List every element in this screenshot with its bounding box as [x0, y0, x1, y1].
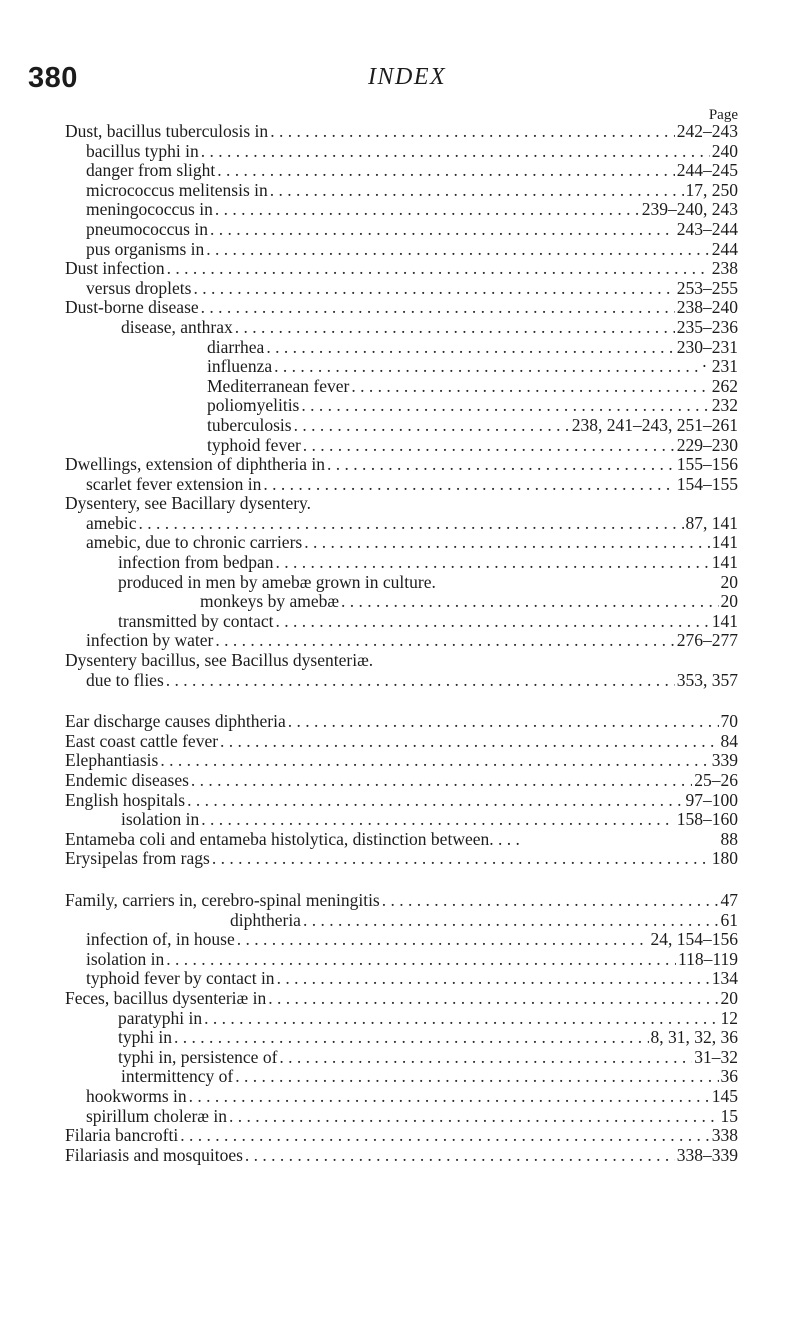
index-entry	[65, 553, 738, 573]
index-pages: 338–339	[676, 1145, 738, 1165]
index-term: Ear discharge causes diphtheria	[65, 712, 286, 732]
index-entry	[65, 181, 738, 201]
index-term: amebic	[86, 513, 137, 533]
index-term: Dysentery bacillus, see Bacillus dysenteriæ.	[65, 651, 374, 671]
index-term: due to flies	[86, 670, 164, 690]
leader-dots	[191, 771, 692, 791]
leader-dots	[193, 279, 674, 299]
index-entry	[65, 161, 738, 181]
index-pages: 338	[711, 1126, 738, 1146]
index-entry	[65, 911, 738, 931]
index-pages: 244	[711, 239, 738, 259]
index-entry	[65, 1107, 738, 1127]
index-term: influenza	[207, 357, 273, 377]
index-pages: 20	[720, 988, 738, 1008]
index-pages: 70	[720, 712, 738, 732]
index-entry	[65, 122, 738, 142]
index-term: tuberculosis	[207, 415, 292, 435]
index-entry	[65, 377, 738, 397]
leader-dots	[294, 416, 570, 436]
index-entry	[65, 396, 738, 416]
leader-dots	[245, 1146, 675, 1166]
index-term: versus droplets	[86, 278, 192, 298]
index-term: Erysipelas from rags	[65, 849, 210, 869]
page-header	[28, 62, 768, 102]
index-entry	[65, 732, 738, 752]
index-term: transmitted by contact	[118, 611, 274, 631]
index-entry	[65, 279, 738, 299]
index-term: pus organisms in	[86, 239, 205, 259]
leader-dots	[235, 318, 675, 338]
leader-dots	[303, 436, 675, 456]
index-term: Dust-borne disease	[65, 298, 199, 318]
index-term: isolation in	[86, 949, 165, 969]
index-pages: 141	[711, 553, 738, 573]
index-pages: 180	[711, 849, 738, 869]
leader-dots	[220, 732, 718, 752]
index-pages: 230–231	[676, 337, 738, 357]
index-entry	[65, 142, 738, 162]
index-entry	[65, 950, 738, 970]
index-term: Entameba coli and entameba histolytica, distinction between. . . .	[65, 829, 520, 849]
leader-dots	[201, 298, 675, 318]
index-term: danger from slight	[86, 161, 216, 181]
index-term: infection from bedpan	[118, 553, 274, 573]
index-pages: 253–255	[676, 278, 738, 298]
leader-dots	[268, 989, 718, 1009]
index-pages: 158–160	[676, 810, 738, 830]
index-pages: 262	[711, 376, 738, 396]
leader-dots	[167, 259, 710, 279]
index-entry	[65, 416, 738, 436]
leader-dots	[212, 849, 710, 869]
index-pages: 238–240	[676, 298, 738, 318]
index-term: diphtheria	[230, 910, 301, 930]
index-entry	[65, 1048, 738, 1068]
index-term: Dwellings, extension of diphtheria in	[65, 455, 326, 475]
leader-dots	[276, 553, 710, 573]
index-pages: 229–230	[676, 435, 738, 455]
index-pages: 88	[720, 829, 738, 849]
index-entry	[65, 494, 738, 514]
index-term: infection of, in house	[86, 930, 235, 950]
index-entry	[65, 338, 738, 358]
index-pages: 276–277	[676, 631, 738, 651]
index-pages: 134	[711, 969, 738, 989]
leader-dots	[279, 1048, 692, 1068]
leader-dots	[327, 455, 675, 475]
index-pages: 244–245	[676, 161, 738, 181]
index-term: Filaria bancrofti	[65, 1126, 179, 1146]
index-entry	[65, 1087, 738, 1107]
index-pages: 20	[720, 592, 738, 612]
leader-dots	[341, 592, 718, 612]
index-pages: 17, 250	[685, 180, 738, 200]
index-entry	[65, 1146, 738, 1166]
index-entry	[65, 240, 738, 260]
index-entry	[65, 671, 738, 691]
index-entry	[65, 830, 738, 850]
index-entry	[65, 514, 738, 534]
index-pages: 353, 357	[676, 670, 738, 690]
leader-dots	[277, 969, 710, 989]
index-pages: 47	[720, 890, 738, 910]
index-pages: 12	[720, 1008, 738, 1028]
leader-dots	[266, 338, 674, 358]
index-pages: 154–155	[676, 474, 738, 494]
index-entry	[65, 771, 738, 791]
index-term: infection by water	[86, 631, 214, 651]
index-term: intermittency of	[121, 1067, 234, 1087]
index-pages: 232	[711, 396, 738, 416]
index-entry	[65, 592, 738, 612]
leader-dots	[301, 396, 709, 416]
leader-dots	[237, 930, 649, 950]
index-term: Dust, bacillus tuberculosis in	[65, 122, 269, 141]
leader-dots	[189, 1087, 710, 1107]
index-entry	[65, 259, 738, 279]
index-pages: 61	[720, 910, 738, 930]
section-gap	[65, 869, 738, 891]
index-term: diarrhea	[207, 337, 265, 357]
index-entry	[65, 651, 738, 671]
index-pages: 339	[711, 751, 738, 771]
index-term: Feces, bacillus dysenteriæ in	[65, 988, 267, 1008]
leader-dots	[276, 612, 710, 632]
index-entry	[65, 989, 738, 1009]
index-term: poliomyelitis	[207, 396, 300, 416]
index-term: scarlet fever extension in	[86, 474, 262, 494]
index-pages: · 231	[701, 357, 738, 377]
index-term: meningococcus in	[86, 200, 213, 220]
leader-dots	[382, 891, 719, 911]
index-term: bacillus typhi in	[86, 141, 199, 161]
index-entry	[65, 318, 738, 338]
index-entry	[65, 849, 738, 869]
index-entry	[65, 712, 738, 732]
index-term: typhi in	[118, 1028, 172, 1048]
index-term: typhi in, persistence of	[118, 1047, 278, 1067]
index-term: spirillum choleræ in	[86, 1106, 227, 1126]
leader-dots	[160, 751, 709, 771]
index-pages: 8, 31, 32, 36	[650, 1028, 738, 1048]
index-entry	[65, 631, 738, 651]
leader-dots	[174, 1028, 649, 1048]
leader-dots	[210, 220, 675, 240]
index-term: typhoid fever	[207, 435, 301, 455]
leader-dots	[270, 122, 675, 142]
leader-dots	[288, 712, 719, 732]
index-term: typhoid fever by contact in	[86, 969, 275, 989]
index-entry	[65, 1009, 738, 1029]
index-entry	[65, 475, 738, 495]
index-pages: 25–26	[694, 771, 738, 790]
index-term: Endemic diseases	[65, 771, 189, 790]
leader-dots	[166, 671, 675, 691]
index-pages: 235–236	[676, 317, 738, 337]
index-pages: 97–100	[685, 790, 738, 810]
index-pages: 145	[711, 1086, 738, 1106]
index-entry	[65, 930, 738, 950]
leader-dots	[217, 161, 674, 181]
index-term: Dysentery, see Bacillary dysentery.	[65, 494, 312, 514]
leader-dots	[201, 810, 674, 830]
leader-dots	[263, 475, 674, 495]
index-entry	[65, 969, 738, 989]
index-pages: 141	[711, 611, 738, 631]
index-pages: 239–240, 243	[641, 200, 738, 220]
index-pages: 141	[711, 533, 738, 553]
leader-dots	[215, 631, 674, 651]
index-pages: 155–156	[676, 455, 738, 475]
leader-dots	[274, 357, 699, 377]
index-pages: 20	[720, 572, 738, 592]
index-entry	[65, 1028, 738, 1048]
leader-dots	[206, 240, 709, 260]
index-list	[65, 122, 738, 1165]
leader-dots	[204, 1009, 718, 1029]
leader-dots	[270, 181, 684, 201]
index-pages: 36	[720, 1067, 738, 1087]
index-pages: 24, 154–156	[650, 930, 738, 950]
index-term: Family, carriers in, cerebro-spinal meningitis	[65, 890, 380, 910]
index-entry	[65, 1126, 738, 1146]
index-entry	[65, 200, 738, 220]
page-number: 380	[28, 62, 78, 94]
index-entry	[65, 436, 738, 456]
leader-dots	[303, 911, 719, 931]
leader-dots	[235, 1067, 718, 1087]
index-entry	[65, 533, 738, 553]
index-pages: 242–243	[676, 122, 738, 141]
index-term: pneumococcus in	[86, 219, 208, 239]
index-term: disease, anthrax	[121, 317, 233, 337]
leader-dots	[139, 514, 684, 534]
index-term: English hospitals	[65, 790, 186, 810]
index-entry	[65, 791, 738, 811]
index-term: paratyphi in	[118, 1008, 203, 1028]
index-term: amebic, due to chronic carriers	[86, 533, 303, 553]
index-pages: 87, 141	[685, 513, 738, 533]
index-pages: 84	[720, 731, 738, 751]
leader-dots	[351, 377, 709, 397]
index-entry	[65, 573, 738, 593]
running-head: INDEX	[368, 64, 447, 90]
index-term: Mediterranean fever	[207, 376, 350, 396]
index-entry	[65, 220, 738, 240]
index-entry	[65, 455, 738, 475]
leader-dots	[180, 1126, 710, 1146]
index-pages: 238, 241–243, 251–261	[571, 415, 738, 435]
index-entry	[65, 891, 738, 911]
index-pages: 240	[711, 141, 738, 161]
index-entry	[65, 751, 738, 771]
index-pages: 238	[711, 259, 738, 279]
leader-dots	[304, 533, 710, 553]
section-gap	[65, 690, 738, 712]
index-term: Elephantiasis	[65, 751, 159, 771]
leader-dots	[215, 200, 640, 220]
leader-dots	[229, 1107, 719, 1127]
index-entry	[65, 1067, 738, 1087]
index-term: hookworms in	[86, 1086, 187, 1106]
index-term: Filariasis and mosquitoes	[65, 1145, 243, 1165]
index-term: produced in men by amebæ grown in culture.	[118, 572, 436, 592]
page-column-label: Page	[708, 107, 738, 123]
index-pages: 31–32	[694, 1047, 738, 1067]
leader-dots	[201, 142, 710, 162]
index-entry	[65, 357, 738, 377]
index-term: monkeys by amebæ	[200, 592, 340, 612]
leader-dots	[166, 950, 676, 970]
index-term: micrococcus melitensis in	[86, 180, 268, 200]
index-pages: 243–244	[676, 219, 738, 239]
index-term: East coast cattle fever	[65, 731, 219, 751]
leader-dots	[187, 791, 683, 811]
index-entry	[65, 612, 738, 632]
index-pages: 118–119	[678, 949, 738, 969]
index-term: Dust infection	[65, 259, 165, 279]
index-term: isolation in	[121, 810, 200, 830]
index-pages: 15	[720, 1106, 738, 1126]
index-entry	[65, 298, 738, 318]
index-entry	[65, 810, 738, 830]
